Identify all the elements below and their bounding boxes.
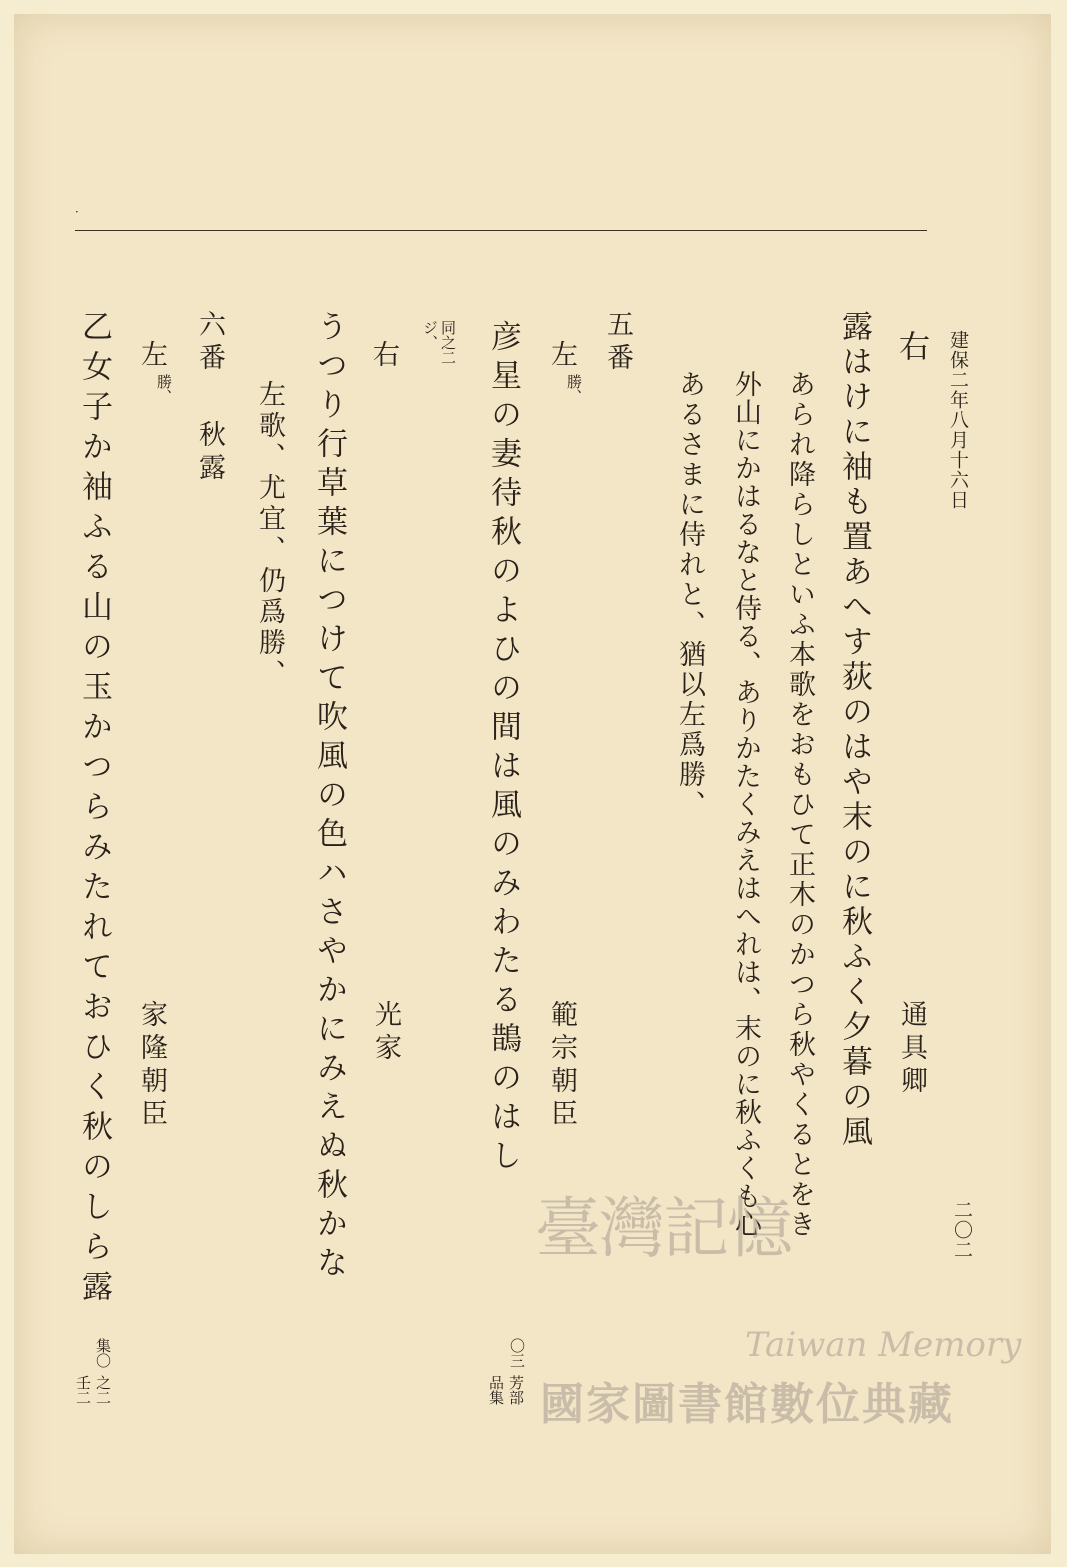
author-norimune: 範宗朝臣: [546, 1000, 577, 1132]
poem-hikoboshi: 彦星の妻待秋のよひの間は風のみわたる鵲のはし: [485, 320, 521, 1178]
source-norimune-c: 芳部: [507, 1375, 525, 1405]
watermark-chinese: 臺灣記憶: [535, 1190, 791, 1267]
round-5: 五番: [602, 310, 633, 376]
header-rule: [75, 230, 927, 231]
poem-utsuri: うつり行草葉につけて吹風の色ハさやかにみえぬ秋かな: [311, 310, 347, 1285]
left-label-5: 左: [546, 340, 577, 373]
author-ietaka: 家隆朝臣: [136, 1000, 167, 1132]
source-ietaka-c: 壬二: [74, 1375, 92, 1405]
poem-otome: 乙女子か袖ふる山の玉かつらみたれておひく秋のしら露: [76, 310, 112, 1310]
paper-sheet: [14, 14, 1051, 1554]
left-label-6: 左: [136, 340, 167, 373]
round-6: 六番: [194, 310, 225, 376]
poem-tsuyu: 露はけに袖も置あへす荻のはや末のに秋ふく夕暮の風: [836, 310, 872, 1150]
commentary-line-2: 外山にかはるなと侍る、ありかたくみえはへれは、末のに秋ふくも心: [730, 370, 761, 1238]
same-note: 同之二: [439, 320, 457, 365]
author-michitomo: 通具卿: [896, 1000, 927, 1099]
judgment-6: 左歌、尤宜、仍爲勝、: [254, 380, 285, 690]
author-mitsuie: 光家: [370, 1000, 401, 1066]
source-ietaka-a: 集〇: [94, 1338, 112, 1368]
source-norimune-b: 品集: [487, 1375, 505, 1405]
margin-dot: ·: [75, 205, 79, 219]
win-mark-6: 勝、: [155, 374, 173, 404]
commentary-line-1: あられ降らしといふ本歌をおもひて正木のかつら秋やくるとをき: [784, 370, 815, 1240]
label-right-5: 右: [368, 340, 399, 373]
page-number: 二〇二: [951, 1200, 973, 1260]
watermark-english: Taiwan Memory: [745, 1325, 1022, 1365]
win-mark-5: 勝、: [565, 374, 583, 404]
label-right: 右: [893, 330, 929, 365]
watermark-library: 國家圖書館數位典藏: [540, 1379, 954, 1430]
topic-6: 秋露: [194, 420, 225, 486]
same-note-b: ジ、: [421, 320, 439, 350]
source-ietaka-b: 之二: [94, 1375, 112, 1405]
commentary-line-3: あるさまに侍れと、猶以左爲勝、: [674, 370, 705, 820]
source-norimune-a: 〇三: [508, 1338, 526, 1368]
header-date: 建保二年八月十六日: [947, 330, 969, 510]
